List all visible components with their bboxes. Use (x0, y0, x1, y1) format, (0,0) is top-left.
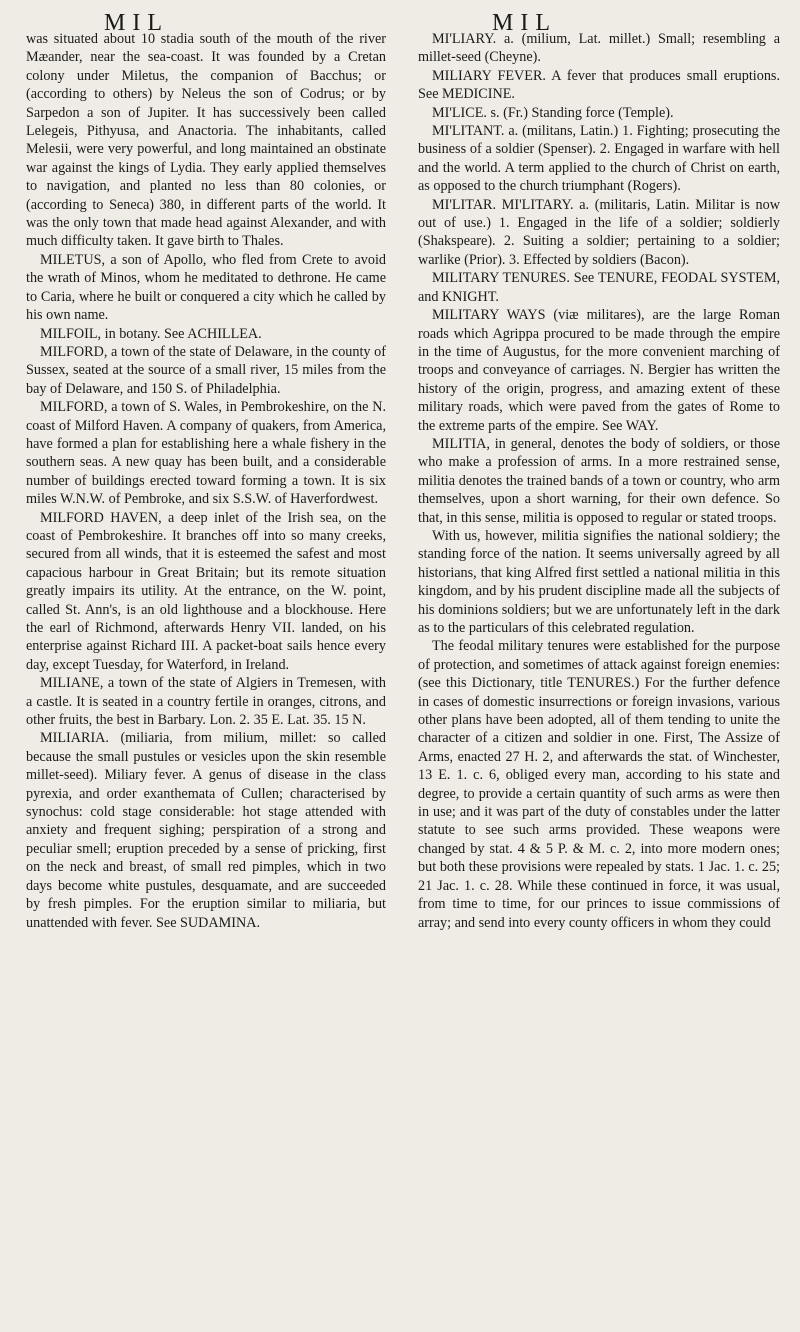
entry-militia-feodal-tenures: The feodal military tenures were established for the purpose of protection, and sometimes of attack against foreign enemies: (see this Dictionary, title TENURES.) For the further defence in cases of domestic insurrections or foreign invasions, various other plans have been adopted, all of them tending to unite the character of a citizen and soldier in one. First, The Assize of Arms, enacted 27 H. 2, and afterwards the stat. of Winchester, 13 E. 1. c. 6, obliged every man, according to his state and degree, to provide a certain quantity of such arms as were then in use; and it was part of the duty of constables under the latter statute to see such arms provided. These weapons were changed by stat. 4 & 5 P. & M. c. 2, into more modern ones; but both these provisions were repealed by stats. 1 Jac. 1. c. 25; 21 Jac. 1. c. 28. While these continued in force, it was usual, from time to time, for our princes to issue commissions of array; and send into every county officers in whom they could (418, 638, 780, 931)
entry-miliary: MI'LIARY. a. (milium, Lat. millet.) Small; resembling a millet-seed (Cheyne). (418, 31, 780, 66)
entry-military-ways: MILITARY WAYS (viæ militares), are the large Roman roads which Agrippa procured to be made through the empire in the time of Augustus, for the more convenient marching of troops and conveyance of carriages. N. Bergier has written the history of the origin, progress, and amazing extent of these military roads, which were paved from the gates of Rome to the extreme parts of the empire. See WAY. (418, 307, 780, 434)
entry-miletus-son-of-apollo: MILETUS, a son of Apollo, who fled from Crete to avoid the wrath of Minos, whom he meditated to dethrone. He came to Caria, where he built or conquered a city which he called by his own name. (26, 251, 386, 324)
left-column (26, 14, 386, 932)
entry-miliaria: MILIARIA. (miliaria, from milium, millet: so called because the small pustules or vesicles upon the skin resemble millet-seed). Miliary fever. A genus of disease in the class pyrexia, and order exanthemata of Cullen; characterised by synochus: cold stage considerable: hot stage attended with anxiety and frequent sighing; perspiration of a strong and peculiar smell; eruption preceded by a sense of pricking, first on the neck and breast, of small red pimples, which in two days become white pustules, desquamate, and are succeeded by fresh pimples. For the eruption similar to miliaria, but unattended with fever. See SUDAMINA. (26, 730, 386, 931)
entry-militia: MILITIA, in general, denotes the body of soldiers, or those who make a profession of arms. In a more restrained sense, militia denotes the trained bands of a town or country, who arm themselves, upon a short warning, for their own defence. So that, in this sense, militia is opposed to regular or stated troops. (418, 435, 780, 526)
right-column (418, 14, 780, 932)
entry-miletus-continued: was situated about 10 stadia south of the mouth of the river Mæander, near the sea-coast. It was founded by a Cretan colony under Miletus, the companion of Bacchus; or (according to others) by Neleus the son of Codrus; or by Sarpedon a son of Jupiter. It has successively been called Lelegeis, Pithyusa, and Anactoria. The inhabitants, called Melesii, were very powerful, and long maintained an obstinate war against the kings of Lydia. They early applied themselves to navigation, and planted no less than 80 colonies, or (according to Seneca) 380, in different parts of the world. It was the only town that made head against Alexander, and with much difficulty taken. It gave birth to Thales. (26, 31, 386, 250)
entry-militia-national: With us, however, militia signifies the national soldiery; the standing force of the nation. It seems universally agreed by all historians, that king Alfred first settled a national militia in this kingdom, and by his prudent discipline made all the subjects of his dominions soldiers; but we are unfortunately left in the dark as to the particulars of this celebrated regulation. (418, 527, 780, 636)
entry-military-tenures: MILITARY TENURES. See TENURE, FEODAL SYSTEM, and KNIGHT. (418, 270, 780, 305)
header-right: MIL (492, 10, 557, 36)
entry-milfoil: MILFOIL, in botany. See ACHILLEA. (40, 325, 262, 342)
entry-miliary-fever: MILIARY FEVER. A fever that produces small eruptions. See MEDICINE. (418, 67, 780, 103)
header-left: MIL (104, 10, 169, 36)
entry-milford-haven: MILFORD HAVEN, a deep inlet of the Irish sea, on the coast of Pembrokeshire. It branches off into so many creeks, secured from all winds, that it is esteemed the safest and most capacious harbour in Great Britain; but its remote situation greatly impairs its utility. At the entrance, on the W. point, called St. Ann's, is an old lighthouse and a blockhouse. Here the earl of Richmond, afterwards Henry VII. landed, on his enterprise against Richard III. A packet-boat sails hence every day, except Tuesday, for Waterford, in Ireland. (26, 509, 386, 673)
entry-milice: MI'LICE. s. (Fr.) Standing force (Temple). (432, 104, 674, 121)
entry-miliane: MILIANE, a town of the state of Algiers in Tremesen, with a castle. It is seated in a country fertile in oranges, citrons, and other fruits, the best in Barbary. Lon. 2. 35 E. Lat. 35. 15 N. (26, 675, 386, 729)
entry-militant: MI'LITANT. a. (militans, Latin.) 1. Fighting; prosecuting the business of a soldier (Spenser). 2. Engaged in warfare with hell and the world. A term applied to the church of Christ on earth, as opposed to the church triumphant (Rogers). (418, 123, 780, 195)
entry-milford-delaware: MILFORD, a town of the state of Delaware, in the county of Sussex, seated at the source of a small river, 15 miles from the bay of Delaware, and 150 S. of Philadelphia. (26, 343, 386, 397)
entry-milford-wales: MILFORD, a town of S. Wales, in Pembrokeshire, on the N. coast of Milford Haven. A company of quakers, from America, have formed a plan for establishing here a whale fishery in the southern seas. A new quay has been built, and a considerable number of buildings erected toward forming a town. It is six miles W.N.W. of Pembroke, and six S.S.W. of Haverfordwest. (26, 399, 386, 508)
entry-militar-military: MI'LITAR. MI'LITARY. a. (militaris, Latin. Militar is now out of use.) 1. Engaged in the life of a soldier; soldierly (Shakspeare). 2. Suiting a soldier; pertaining to a soldier; warlike (Prior). 3. Effected by soldiers (Bacon). (418, 196, 780, 268)
